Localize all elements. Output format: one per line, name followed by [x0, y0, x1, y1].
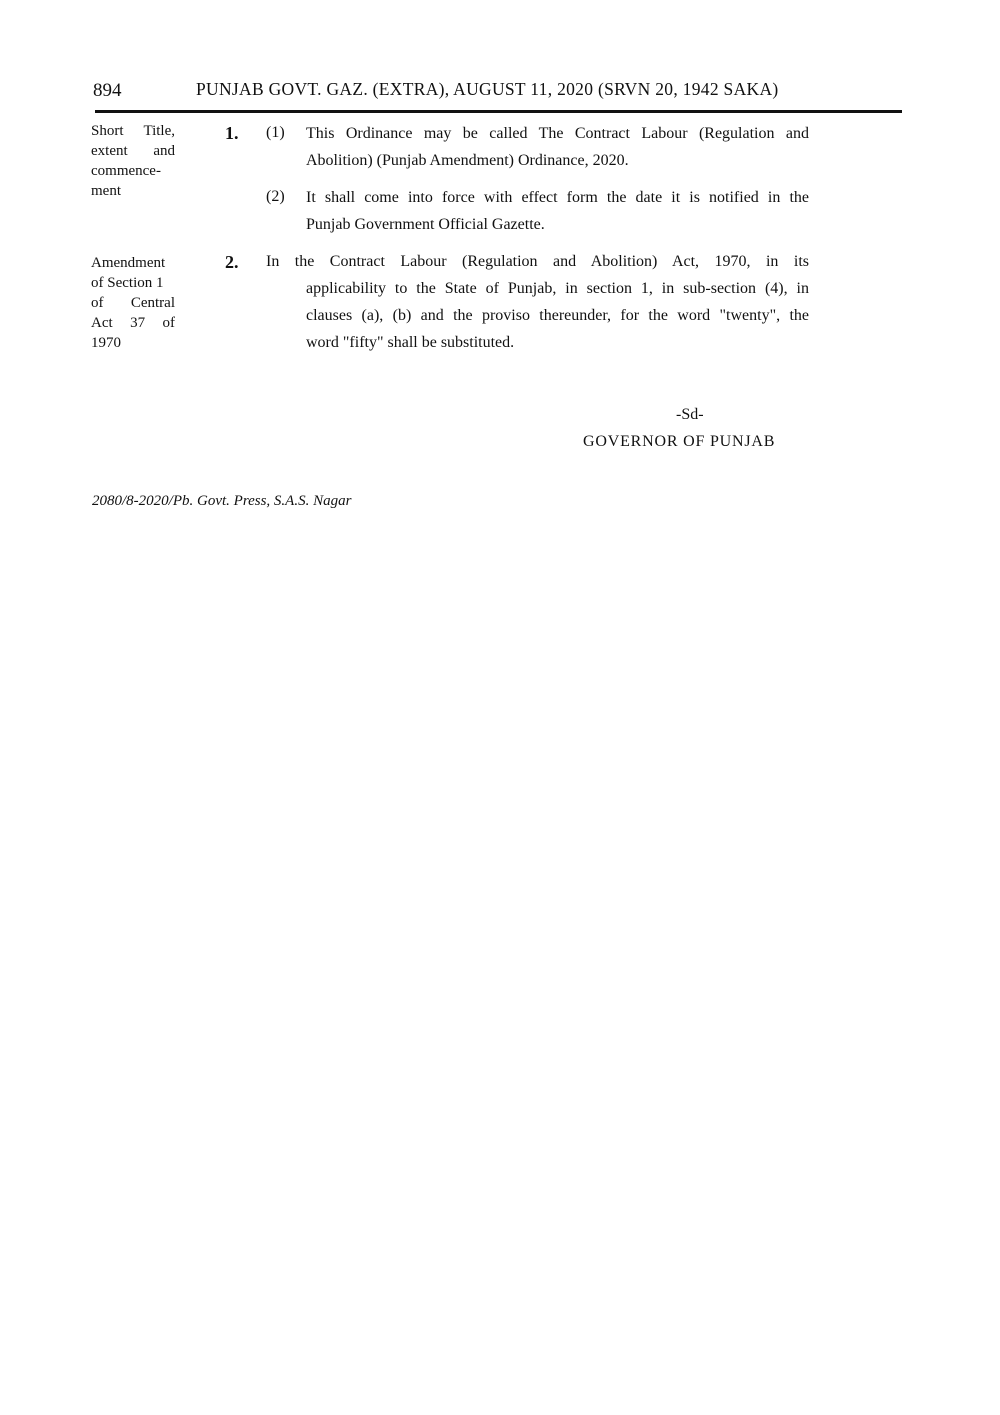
section-line: word "fifty" shall be substituted.: [306, 334, 515, 351]
section-line: applicability to the State of Punjab, in section 1, in sub-section (4), in: [306, 280, 809, 297]
clause-text-1-2: [306, 184, 809, 238]
clause-line: This Ordinance may be called The Contract Labour (Regulation and: [306, 125, 809, 142]
running-header: PUNJAB GOVT. GAZ. (EXTRA), AUGUST 11, 2020 (SRVN 20, 1942 SAKA): [196, 79, 779, 99]
section-number-1: 1.: [225, 123, 239, 143]
signature-sd: -Sd-: [676, 406, 704, 423]
section-2-first-line: [266, 248, 809, 275]
margin-note-section-2: [91, 253, 175, 353]
clause-line: Abolition) (Punjab Amendment) Ordinance, 2020.: [306, 152, 629, 169]
section-line: clauses (a), (b) and the proviso thereunder, for the word "twenty", the: [306, 307, 809, 324]
page-number: 894: [93, 80, 122, 101]
margin-note-line: of Section 1: [91, 275, 164, 291]
clause-line: Punjab Government Official Gazette.: [306, 216, 545, 233]
clause-line: It shall come into force with effect form the date it is notified in the: [306, 189, 809, 206]
section-line: In the Contract Labour (Regulation and Abolition) Act, 1970, in its: [266, 253, 809, 270]
margin-note-line: Act 37 of: [91, 315, 175, 331]
margin-note-line: ment: [91, 183, 121, 199]
section-number-2: 2.: [225, 252, 239, 272]
header-rule: [95, 110, 902, 113]
margin-note-line: Amendment: [91, 255, 166, 271]
margin-note-line: extent and: [91, 143, 175, 159]
section-2-continuation: [306, 275, 809, 356]
margin-note-line: of Central: [91, 295, 175, 311]
clause-number-1-2: (2): [266, 188, 285, 205]
press-imprint: 2080/8-2020/Pb. Govt. Press, S.A.S. Nagar: [92, 493, 352, 509]
margin-note-line: 1970: [91, 335, 121, 351]
margin-note-line: commence-: [91, 163, 161, 179]
margin-note-section-1: [91, 121, 175, 201]
margin-note-line: Short Title,: [91, 123, 175, 139]
clause-number-1-1: (1): [266, 124, 285, 141]
clause-text-1-1: [306, 120, 809, 174]
signature-title: GOVERNOR OF PUNJAB: [583, 433, 776, 450]
